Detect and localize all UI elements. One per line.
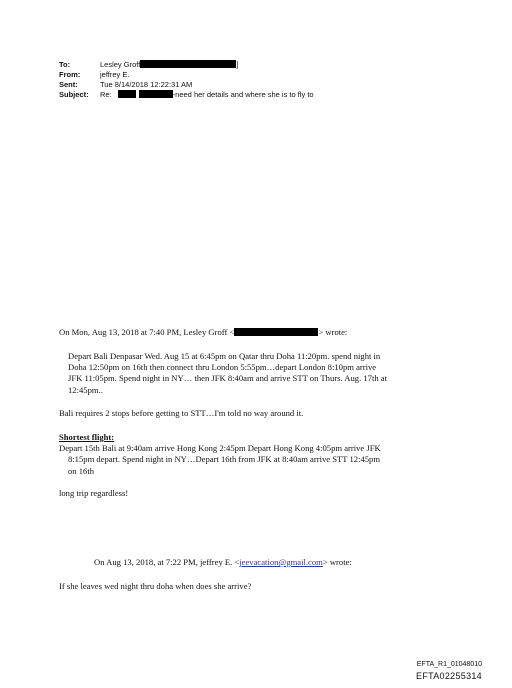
itinerary-line: Depart Bali Denpasar Wed. Aug 15 at 6:45pm on Qatar thru Doha 11:20pm. spend night in (68, 351, 381, 361)
shortest-flight-block (59, 432, 381, 477)
to-label: To: (59, 60, 71, 69)
reply2-intro (94, 557, 352, 568)
subject-label: Subject: (59, 90, 89, 99)
itinerary-line: JFK 11:05pm. Spend night in NY… then JFK 8:40am and arrive STT on Thurs. Aug. 17th at (68, 373, 387, 384)
redaction-box (234, 328, 318, 336)
redaction-box (118, 90, 136, 98)
sent-value: Tue 8/14/2018 12:22:31 AM (100, 80, 193, 89)
closing-line: long trip regardless! (59, 488, 129, 498)
itinerary-line: 12:45pm.. (68, 384, 103, 395)
reply2-intro-start: On Aug 13, 2018, at 7:22 PM, jeffrey E. < (94, 557, 240, 567)
subject-prefix: Re: (100, 90, 112, 99)
reply1-intro-end: > wrote: (318, 327, 348, 337)
subject-rest: -need her details and where she is to fly to (172, 90, 314, 99)
redaction-box (139, 90, 173, 98)
sent-label: Sent: (59, 80, 78, 89)
reply1-intro (59, 327, 347, 338)
reply2-intro-end: > wrote: (322, 557, 352, 567)
itinerary-line: Doha 12:50pm on 16th then connect thru London 5:55pm…depart London 8:10pm arrive (68, 362, 377, 373)
shortest-flight-heading: Shortest flight: (59, 432, 115, 442)
email-header (59, 60, 314, 100)
document-code-small: EFTA_R1_01048010 (416, 661, 482, 668)
itinerary-paragraph (68, 351, 387, 396)
to-row (59, 60, 314, 70)
question-line: If she leaves wed night thru doha when does she arrive? (59, 581, 252, 591)
shortest-flight-line: on 16th (68, 465, 95, 476)
to-value: Lesley Groff (100, 60, 141, 69)
stops-note: Bali requires 2 stops before getting to STT…I'm told no way around it. (59, 408, 304, 418)
from-row (59, 70, 314, 80)
shortest-flight-line: 8:15pm depart. Spend night in NY…Depart 16th from JFK at 8:40am arrive STT 12:45pm (68, 454, 381, 465)
document-code-large: EFTA02255314 (416, 671, 482, 681)
sent-row (59, 80, 314, 90)
redaction-box (140, 60, 239, 69)
shortest-flight-line: Depart 15th Bali at 9:40am arrive Hong Kong 2:45pm Depart Hong Kong 4:05pm arrive JFK (59, 443, 381, 454)
to-suffix: ] (236, 60, 239, 69)
subject-row (59, 90, 314, 100)
from-label: From: (59, 70, 81, 79)
from-value: jeffrey E. (100, 70, 130, 79)
reply1-intro-start: On Mon, Aug 13, 2018 at 7:40 PM, Lesley Groff < (59, 327, 235, 337)
email-link[interactable]: jeevacation@gmail.com (239, 557, 323, 567)
